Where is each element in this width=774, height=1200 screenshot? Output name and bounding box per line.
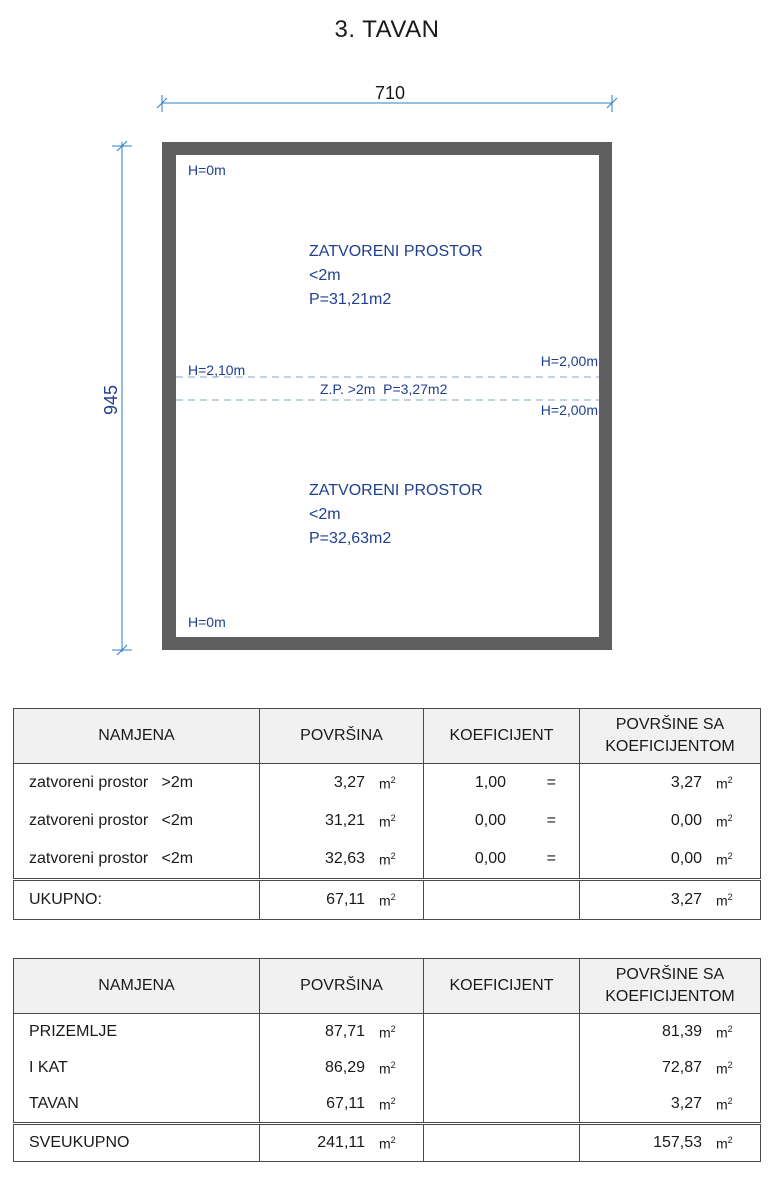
table-row xyxy=(14,1086,761,1124)
row-koeficijent: 0,00 xyxy=(474,850,506,867)
row-namjena: I KAT xyxy=(14,1050,260,1086)
unit-sup: 2 xyxy=(390,1134,396,1145)
unit-m2 xyxy=(365,1135,423,1152)
value: 3,27 xyxy=(670,891,702,908)
room-bottom-line3: P=32,63m2 xyxy=(309,530,392,547)
value: 0,00 xyxy=(670,812,702,829)
value: 3,27 xyxy=(670,1095,702,1112)
room-top-line1: ZATVORENI PROSTOR xyxy=(309,243,483,260)
value: 72,87 xyxy=(661,1059,702,1076)
unit-text: m xyxy=(716,851,728,868)
row-namjena: zatvoreni prostor >2m xyxy=(14,764,260,803)
unit-m2 xyxy=(702,892,760,909)
value: 67,11 xyxy=(326,1095,365,1112)
unit-m2 xyxy=(365,851,423,868)
unit-m2 xyxy=(365,892,423,909)
row-koeficijent: 0,00 xyxy=(474,812,506,829)
unit-m2 xyxy=(702,775,760,792)
value: 31,21 xyxy=(324,812,365,829)
unit-text: m xyxy=(379,1135,391,1152)
unit-sup: 2 xyxy=(727,891,733,902)
col-namjena: NAMJENA xyxy=(14,959,260,1014)
unit-text: m xyxy=(716,1135,728,1152)
table-row xyxy=(14,1050,761,1086)
unit-sup: 2 xyxy=(390,1059,396,1070)
unit-m2 xyxy=(365,1096,423,1113)
unit-m2 xyxy=(702,851,760,868)
height-label-mid-left: H=2,10m xyxy=(188,362,246,378)
unit-sup: 2 xyxy=(727,1134,733,1145)
table-row xyxy=(14,840,761,880)
width-dimension-label: 710 xyxy=(374,83,406,103)
unit-sup: 2 xyxy=(727,812,733,823)
col-povrsine-line2: KOEFICIJENTOM xyxy=(605,988,735,1005)
unit-sup: 2 xyxy=(727,1095,733,1106)
value: 67,11 xyxy=(326,891,365,908)
room-top-line2: <2m xyxy=(309,267,341,284)
unit-m2 xyxy=(365,1060,423,1077)
value: 87,71 xyxy=(324,1023,365,1040)
col-koeficijent: KOEFICIJENT xyxy=(424,709,580,764)
total-area-table xyxy=(13,958,761,1162)
unit-text: m xyxy=(379,851,391,868)
tavan-area-table xyxy=(13,708,761,920)
unit-m2 xyxy=(702,1024,760,1041)
unit-sup: 2 xyxy=(390,1023,396,1034)
unit-m2 xyxy=(702,1060,760,1077)
unit-text: m xyxy=(716,892,728,909)
unit-text: m xyxy=(379,775,391,792)
unit-sup: 2 xyxy=(390,812,396,823)
unit-text: m xyxy=(379,813,391,830)
unit-sup: 2 xyxy=(390,774,396,785)
value: 157,53 xyxy=(653,1134,702,1151)
unit-text: m xyxy=(716,813,728,830)
row-namjena: zatvoreni prostor <2m xyxy=(14,802,260,840)
unit-text: m xyxy=(379,892,391,909)
col-povrsine-line1: POVRŠINE SA xyxy=(615,966,725,983)
unit-m2 xyxy=(702,1096,760,1113)
col-koeficijent: KOEFICIJENT xyxy=(424,959,580,1014)
col-povrsina: POVRŠINA xyxy=(260,959,424,1014)
col-povrsine-sa-koef xyxy=(580,709,761,764)
value: 3,27 xyxy=(333,774,365,791)
row-koeficijent: 1,00 xyxy=(474,774,506,791)
unit-sup: 2 xyxy=(727,1023,733,1034)
unit-m2 xyxy=(365,813,423,830)
row-namjena: TAVAN xyxy=(14,1086,260,1124)
height-dimension-label: 945 xyxy=(101,384,121,416)
unit-m2 xyxy=(365,775,423,792)
total-label: UKUPNO: xyxy=(14,880,260,920)
value: 241,11 xyxy=(317,1134,365,1151)
unit-sup: 2 xyxy=(727,774,733,785)
unit-text: m xyxy=(379,1096,391,1113)
equals-sign: = xyxy=(546,850,556,867)
equals-sign: = xyxy=(546,812,556,829)
page-title: 3. TAVAN xyxy=(334,16,440,43)
unit-sup: 2 xyxy=(390,1095,396,1106)
total-row xyxy=(14,880,761,920)
row-namjena: PRIZEMLJE xyxy=(14,1014,260,1051)
unit-m2 xyxy=(702,813,760,830)
value: 0,00 xyxy=(670,850,702,867)
room-bottom-line2: <2m xyxy=(309,506,341,523)
strip-label: Z.P. >2m P=3,27m2 xyxy=(320,381,448,397)
height-label-mid-right-bottom: H=2,00m xyxy=(540,402,598,418)
unit-text: m xyxy=(716,1096,728,1113)
value: 3,27 xyxy=(670,774,702,791)
col-povrsine-line2: KOEFICIJENTOM xyxy=(605,738,735,755)
room-bottom-line1: ZATVORENI PROSTOR xyxy=(309,482,483,499)
unit-sup: 2 xyxy=(727,1059,733,1070)
height-label-mid-right-top: H=2,00m xyxy=(540,353,598,369)
height-label-bottom: H=0m xyxy=(188,614,226,630)
table-row xyxy=(14,1014,761,1051)
unit-m2 xyxy=(702,1135,760,1152)
row-namjena: zatvoreni prostor <2m xyxy=(14,840,260,880)
unit-text: m xyxy=(379,1060,391,1077)
unit-sup: 2 xyxy=(390,850,396,861)
unit-m2 xyxy=(365,1024,423,1041)
table-row xyxy=(14,764,761,803)
unit-sup: 2 xyxy=(390,891,396,902)
value: 32,63 xyxy=(324,850,365,867)
value: 81,39 xyxy=(661,1023,702,1040)
value: 86,29 xyxy=(324,1059,365,1076)
unit-text: m xyxy=(716,1024,728,1041)
unit-text: m xyxy=(716,775,728,792)
col-povrsina: POVRŠINA xyxy=(260,709,424,764)
unit-sup: 2 xyxy=(727,850,733,861)
equals-sign: = xyxy=(546,774,556,791)
total-label: SVEUKUPNO xyxy=(14,1124,260,1162)
height-label-top: H=0m xyxy=(188,162,226,178)
col-namjena: NAMJENA xyxy=(14,709,260,764)
room-top-line3: P=31,21m2 xyxy=(309,291,392,308)
unit-text: m xyxy=(379,1024,391,1041)
col-povrsine-line1: POVRŠINE SA xyxy=(615,716,725,733)
unit-text: m xyxy=(716,1060,728,1077)
table-row xyxy=(14,802,761,840)
col-povrsine-sa-koef xyxy=(580,959,761,1014)
total-row xyxy=(14,1124,761,1162)
